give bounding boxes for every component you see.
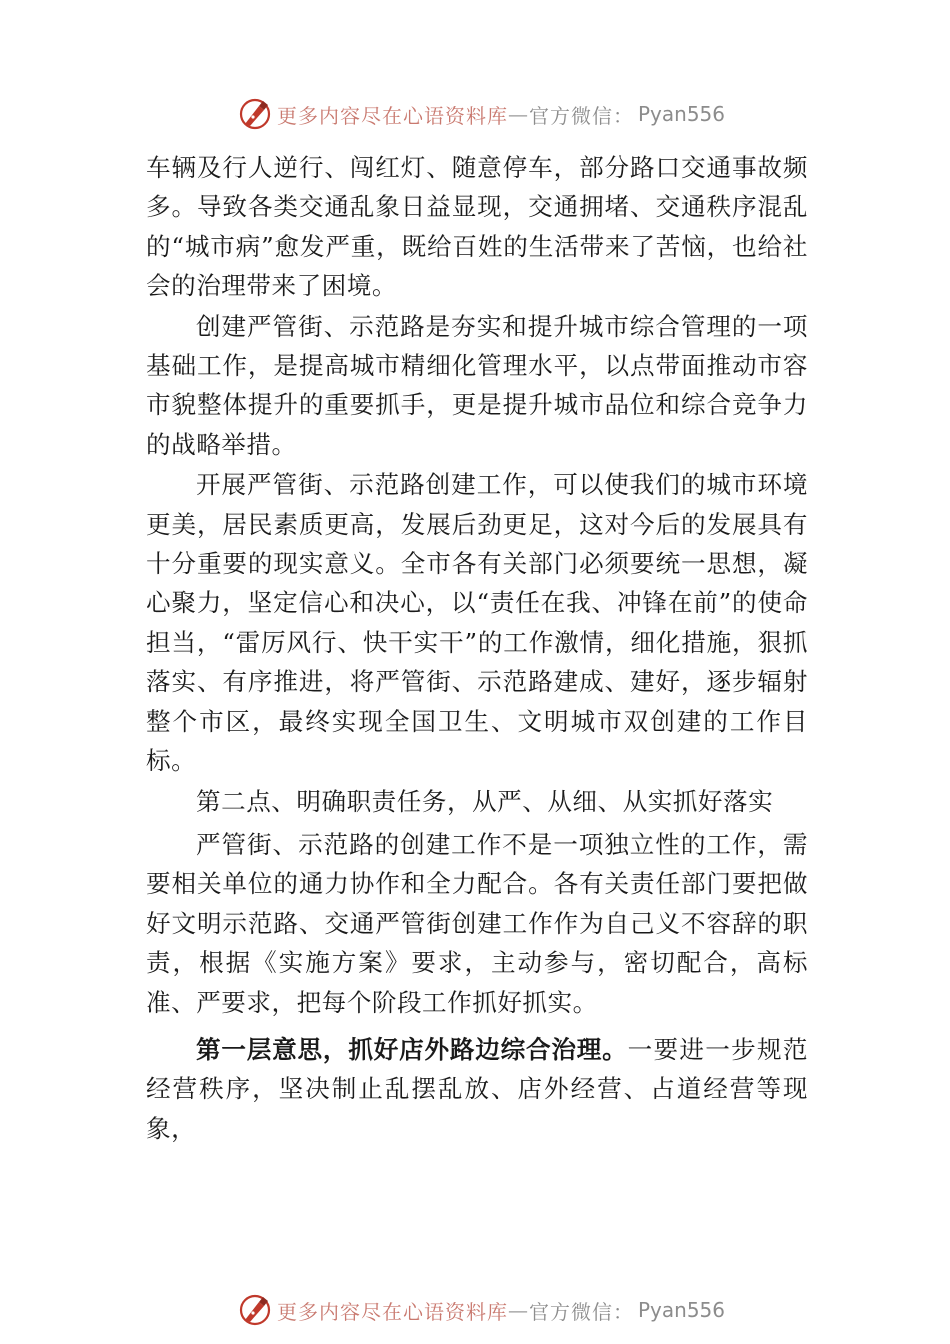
paragraph-traffic-problems: 车辆及行人逆行、闯红灯、随意停车，部分路口交通事故频多。导致各类交通乱象日益显现，交通拥堵、交通秩序混乱的“城市病”愈发严重，既给百姓的生活带来了苦恼，也给社会的治理带来了困境。 bbox=[146, 153, 808, 301]
watermark-wechat-id: Pyan556 bbox=[638, 102, 726, 126]
paragraph-first-layer bbox=[146, 1030, 808, 1148]
footer-watermark bbox=[237, 1290, 757, 1330]
watermark-separator: ： bbox=[613, 1299, 634, 1324]
first-layer-text: 一要进一步规范经营秩序，坚决制止乱摆乱放、店外经营、占道经营等现象， bbox=[146, 1034, 808, 1143]
section-heading-point-two: 第二点、明确职责任务，从严、从细、从实抓好落实 bbox=[196, 786, 774, 816]
watermark-main-text: 更多内容尽在心语资料库 bbox=[277, 103, 508, 128]
first-layer-heading: 第一层意思，抓好店外路边综合治理。 bbox=[196, 1034, 628, 1064]
document-body bbox=[146, 148, 808, 1148]
paragraph-strict-street-significance: 创建严管街、示范路是夯实和提升城市综合管理的一项基础工作，是提高城市精细化管理水平，以点带面推动市容市貌整体提升的重要抓手，更是提升城市品位和综合竞争力的战略举措。 bbox=[146, 311, 808, 459]
watermark-dash: — bbox=[508, 1298, 529, 1322]
paragraph-work-importance: 开展严管街、示范路创建工作，可以使我们的城市环境更美，居民素质更高，发展后劲更足，这对今后的发展具有十分重要的现实意义。全市各有关部门必须要统一思想，凝心聚力，坚定信心和决心，以“责任在我、冲锋在前”的使命担当，“雷厉风行、快干实干”的工作激情，细化措施，狠抓落实、有序推进，将严管街、示范路建成、建好，逐步辐射整个市区，最终实现全国卫生、文明城市双创建的工作目标。 bbox=[146, 470, 808, 776]
pen-nib-logo-icon bbox=[237, 1292, 273, 1328]
watermark-dash: — bbox=[508, 102, 529, 126]
pen-nib-logo-icon bbox=[237, 96, 273, 132]
header-watermark bbox=[237, 94, 757, 134]
watermark-separator: ： bbox=[613, 103, 634, 128]
watermark-official-text: 官方微信 bbox=[529, 1299, 613, 1324]
watermark-main-text: 更多内容尽在心语资料库 bbox=[277, 1299, 508, 1324]
watermark-official-text: 官方微信 bbox=[529, 103, 613, 128]
paragraph-cooperation: 严管街、示范路的创建工作不是一项独立性的工作，需要相关单位的通力协作和全力配合。各有关责任部门要把做好文明示范路、交通严管街创建工作作为自己义不容辞的职责，根据《实施方案》要求，主动参与，密切配合，高标准、严要求，把每个阶段工作抓好抓实。 bbox=[146, 829, 808, 1017]
watermark-wechat-id: Pyan556 bbox=[638, 1298, 726, 1322]
